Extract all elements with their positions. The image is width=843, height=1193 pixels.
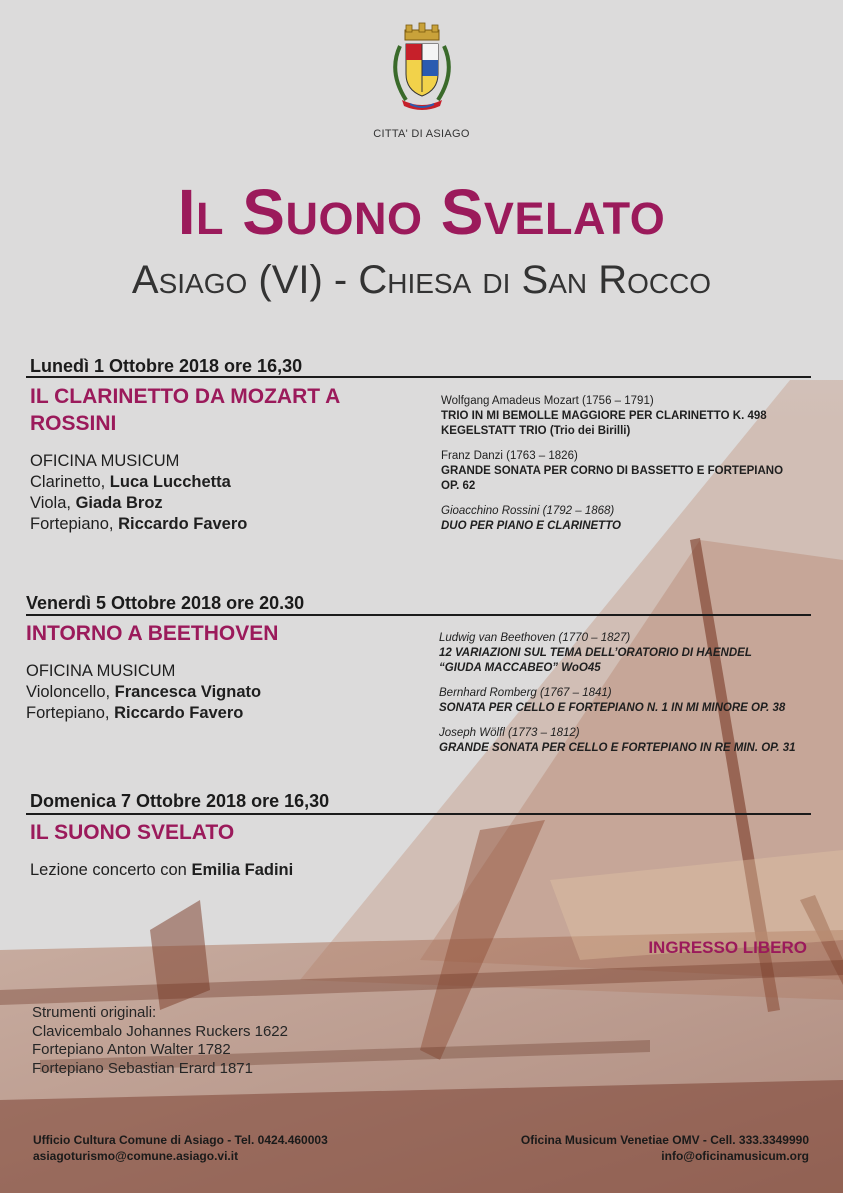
performer: Violoncello, Francesca Vignato: [26, 683, 262, 701]
program-item: Bernhard Romberg (1767 – 1841) SONATA PER CELLO E FORTEPIANO N. 1 IN MI MINORE OP. 38: [439, 687, 786, 714]
city-label: CITTA' DI ASIAGO: [373, 128, 470, 140]
concert-performers: [30, 451, 247, 535]
concert-program: [441, 394, 816, 544]
page-title: Il Suono Svelato: [177, 176, 666, 248]
performer: Fortepiano, Riccardo Favero: [30, 515, 248, 533]
concert-date: Domenica 7 Ottobre 2018 ore 16,30: [30, 791, 330, 811]
section-divider: [26, 376, 811, 378]
performer: Viola, Giada Broz: [30, 494, 163, 512]
ensemble-name: OFICINA MUSICUM: [26, 662, 176, 680]
asiago-crest-logo: [386, 22, 458, 118]
program-item: Gioacchino Rossini (1792 – 1868) DUO PER PIANO E CLARINETTO: [441, 505, 621, 532]
page-subtitle: Asiago (VI) - Chiesa di San Rocco: [131, 258, 712, 302]
performer: Clarinetto, Luca Lucchetta: [30, 473, 231, 491]
free-entry-label: INGRESSO LIBERO: [648, 938, 807, 957]
concert-title: IL CLARINETTO DA MOZART A ROSSINI: [30, 385, 341, 435]
program-item: Ludwig van Beethoven (1770 – 1827) 12 VARIAZIONI SUL TEMA DELL’ORATORIO DI HAENDEL “GIUDA MACCABEO” WoO45: [439, 632, 752, 674]
program-item: Franz Danzi (1763 – 1826) GRANDE SONATA PER CORNO DI BASSETTO E FORTEPIANO OP. 62: [441, 450, 784, 492]
concert-date: Lunedì 1 Ottobre 2018 ore 16,30: [30, 356, 303, 376]
concert-title: INTORNO A BEETHOVEN: [26, 622, 279, 645]
footer-contact-right: Oficina Musicum Venetiae OMV - Cell. 333.3349990 info@oficinamusicum.org: [520, 1133, 809, 1163]
lesson-text: Lezione concerto con Emilia Fadini: [30, 861, 294, 879]
concert-performers: [26, 661, 261, 724]
original-instruments: Strumenti originali: Clavicembalo Johannes Ruckers 1622 Fortepiano Anton Walter 1782 Fortepiano Sebastian Erard 1871: [32, 1004, 288, 1077]
footer-contact-left: Ufficio Cultura Comune di Asiago - Tel. 0424.460003 asiagoturismo@comune.asiago.vi.it: [33, 1133, 328, 1163]
section-divider: [26, 813, 811, 815]
program-item: Joseph Wölfl (1773 – 1812) GRANDE SONATA PER CELLO E FORTEPIANO IN RE MIN. OP. 31: [439, 727, 796, 754]
ensemble-name: OFICINA MUSICUM: [30, 452, 180, 470]
performer: Fortepiano, Riccardo Favero: [26, 704, 244, 722]
concert-date: Venerdì 5 Ottobre 2018 ore 20.30: [26, 593, 305, 613]
concert-title: IL SUONO SVELATO: [30, 821, 235, 844]
section-divider: [26, 614, 811, 616]
program-item: Wolfgang Amadeus Mozart (1756 – 1791) TRIO IN MI BEMOLLE MAGGIORE PER CLARINETTO K. 498 KEGELSTATT TRIO (Trio dei Birilli): [441, 395, 767, 437]
concert-program: [439, 631, 819, 766]
